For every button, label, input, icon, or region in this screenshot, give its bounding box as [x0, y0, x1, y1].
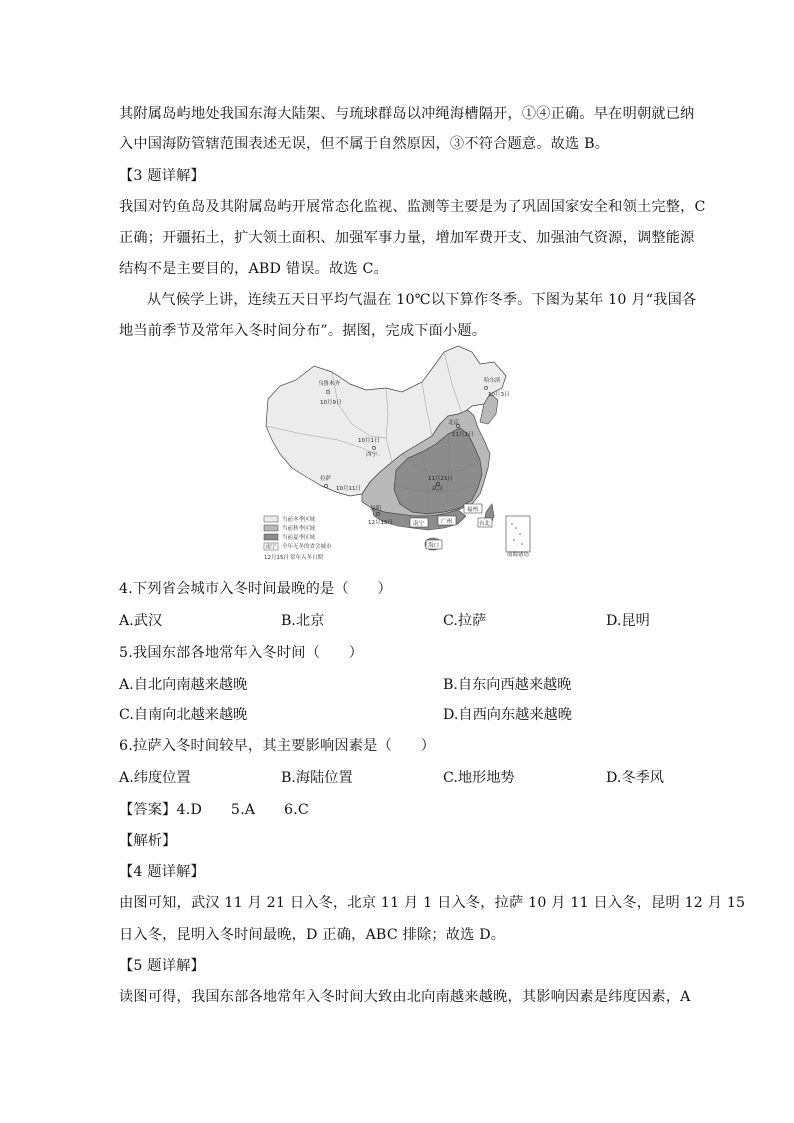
paragraph-line: 入中国海防管辖范围表述无误，但不属于自然原因，③不符合题意。故选 B。 — [119, 136, 610, 152]
question-option: D.自西向东越来越晚 — [443, 707, 572, 723]
paragraph-line: 结构不是主要目的，ABD 错误。故选 C。 — [119, 261, 388, 277]
city-label-fuzhou: 福州 — [467, 507, 479, 513]
detail-line: 读图可得，我国东部各地常年入冬时间大致由北向南越来越晚，其影响因素是纬度因素，A — [119, 989, 691, 1005]
city-label-kunming: 昆明 — [370, 506, 382, 512]
answer-line: 【答案】4.D 5.A 6.C — [119, 802, 309, 818]
question-stem: 4.下列省会城市入冬时间最晚的是（ ） — [119, 581, 392, 597]
question-option: D.冬季风 — [606, 770, 664, 786]
city-label-taipei: 台北 — [479, 521, 491, 527]
city-label-harbin: 哈尔滨 — [484, 378, 501, 384]
intro-line: 从气候学上讲，连续五天日平均气温在 10℃以下算作冬季。下图为某年 10 月“我国各 — [147, 292, 697, 308]
intro-line: 地当前季节及常年入冬时间分布”。据图，完成下面小题。 — [119, 323, 487, 339]
city-label-urumqi: 乌鲁木齐 — [318, 381, 341, 387]
city-date-beijing: 11月1日 — [452, 432, 474, 438]
question-option: D.昆明 — [606, 613, 650, 629]
china-winter-map — [262, 344, 536, 564]
question-option: C.自南向北越来越晚 — [119, 707, 248, 723]
legend-swatch-summer — [264, 534, 278, 540]
detail-heading: 【4 题详解】 — [119, 864, 205, 880]
legend-date-example: 12月15日 — [264, 555, 289, 561]
legend-date-caption: 常年入冬日期 — [290, 555, 324, 561]
question-option: A.武汉 — [119, 613, 163, 629]
map-legend — [264, 515, 332, 561]
legend-label-summer: 当前夏季区域 — [282, 535, 316, 541]
city-date-harbin: 10月3日 — [488, 392, 510, 398]
paragraph-line: 我国对钓鱼岛及其附属岛屿开展常态化监视、监测等主要是为了巩固国家安全和领土完整，C — [119, 199, 706, 215]
legend-label-city: 全年无冬的省会城市 — [282, 544, 332, 550]
question-option: B.自东向西越来越晚 — [443, 677, 572, 693]
south-sea-label: 南海诸岛 — [507, 552, 530, 558]
question-option: A.纬度位置 — [119, 770, 191, 786]
question-stem: 6.拉萨入冬时间较早，其主要影响因素是（ ） — [119, 738, 436, 754]
detail-line: 由图可知，武汉 11 月 21 日入冬，北京 11 月 1 日入冬，拉萨 10 月 11 日入冬，昆明 12 月 15 — [119, 895, 746, 911]
city-date-kunming: 12月15日 — [368, 520, 393, 526]
south-sea-inset — [506, 516, 530, 552]
legend-label-autumn: 当前秋季区域 — [282, 526, 316, 532]
detail-line: 日入冬，昆明入冬时间最晚，D 正确，ABC 排除；故选 D。 — [119, 927, 506, 943]
question-stem: 5.我国东部各地常年入冬时间（ ） — [119, 645, 364, 661]
legend-label-winter: 当前冬季区域 — [282, 517, 316, 523]
legend-swatch-autumn — [264, 525, 278, 531]
city-label-guangzhou: 广州 — [441, 519, 453, 525]
city-date-wuhan: 11月21日 — [428, 476, 453, 482]
detail-heading: 【5 题详解】 — [119, 958, 205, 974]
question-option: A.自北向南越来越晚 — [119, 677, 248, 693]
city-label-beijing: 北京 — [448, 420, 460, 426]
legend-sample-city: 南宁 — [265, 544, 277, 551]
map-svg — [262, 344, 536, 564]
question-option: B.北京 — [281, 613, 325, 629]
city-date-urumqi: 10月9日 — [320, 400, 342, 406]
section-heading: 【3 题详解】 — [119, 168, 205, 184]
city-label-wuhan: 武汉 — [432, 486, 444, 492]
paragraph-line: 其附属岛屿地处我国东海大陆架、与琉球群岛以冲绳海槽隔开，①④正确。早在明朝就已纳 — [119, 106, 695, 122]
city-label-haikou: 海口 — [428, 543, 440, 549]
legend-swatch-winter — [264, 516, 278, 522]
city-date-lhasa: 10月11日 — [336, 486, 361, 492]
city-label-lhasa: 拉萨 — [320, 476, 332, 482]
city-label-nanning: 南宁 — [413, 521, 425, 527]
paragraph-line: 正确；开疆拓土，扩大领土面积、加强军事力量，增加军费开支、加强油气资源，调整能源 — [119, 230, 695, 246]
question-option: B.海陆位置 — [281, 770, 353, 786]
analysis-heading: 【解析】 — [119, 833, 177, 849]
question-option: C.地形地势 — [443, 770, 515, 786]
question-option: C.拉萨 — [443, 613, 487, 629]
city-label-xining: 西宁 — [366, 452, 378, 458]
city-date-xining: 10月1日 — [358, 438, 380, 444]
